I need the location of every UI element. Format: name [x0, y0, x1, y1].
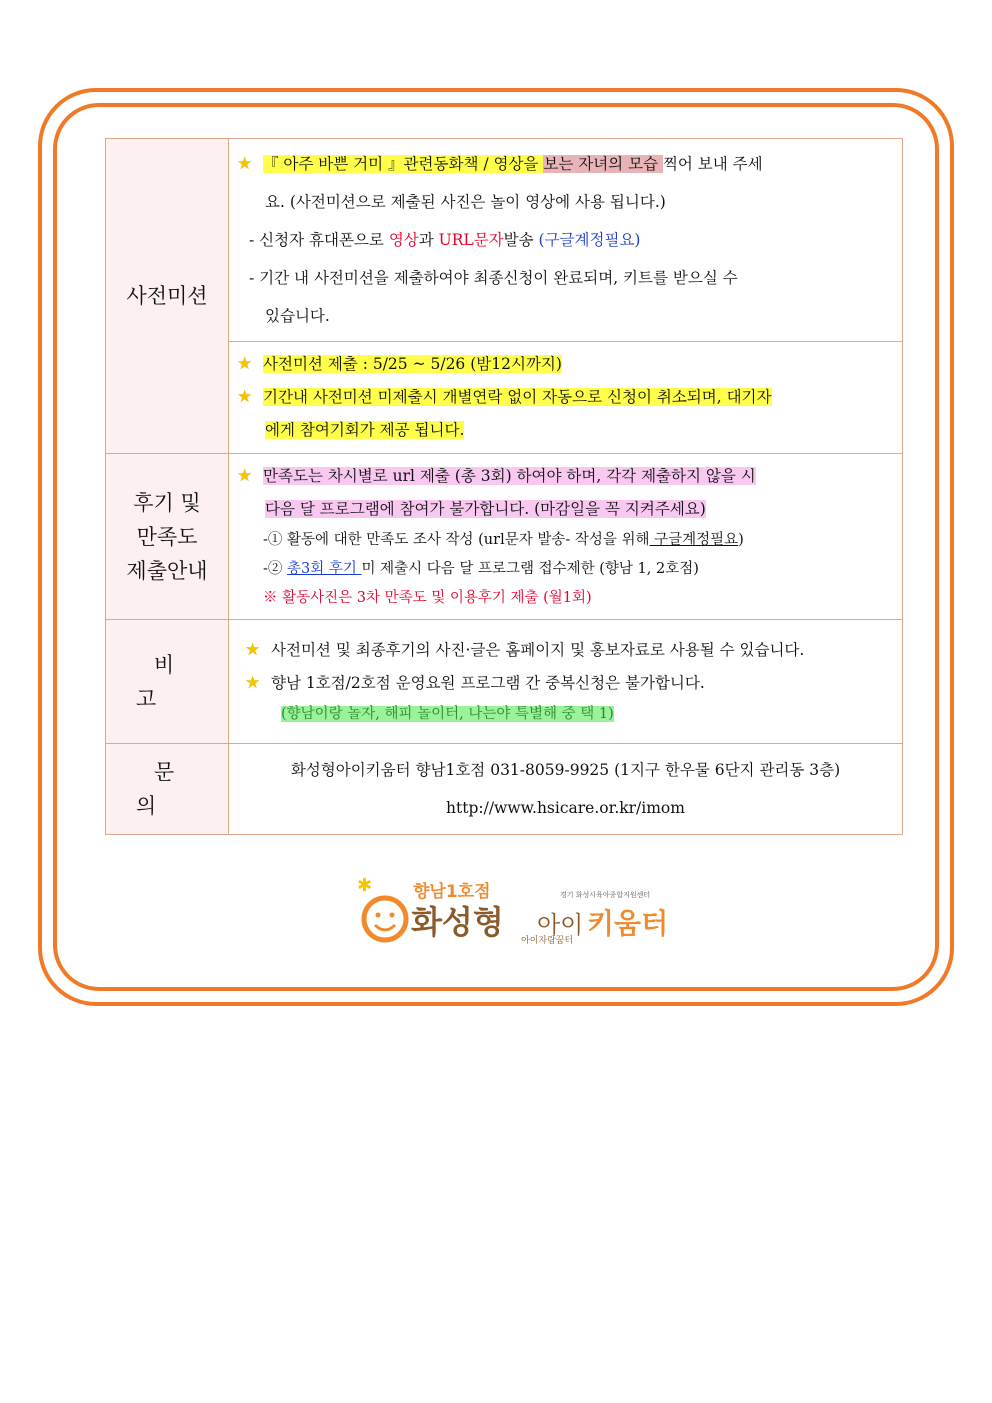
remarks-line2: 향남 1호점/2호점 운영요원 프로그램 간 중복신청은 불가합니다. [271, 674, 705, 692]
review-line3b: 구글계정필요 [649, 532, 739, 548]
inquiry-line1: 화성형아이키움터 향남1호점 031-8059-9925 (1지구 한우물 6단지 관리동 3층) [290, 761, 841, 779]
review-line4a: -② [263, 561, 288, 577]
remarks-row [106, 620, 903, 744]
review-line3c: ) [738, 532, 744, 548]
inquiry-label [106, 744, 229, 835]
remarks-label-text: 비고 [135, 652, 217, 711]
mission-line3f: (구글계정필요) [538, 231, 641, 249]
mission-line1a: 『 아주 바쁜 거미 』관련동화책 / 영상을 [263, 155, 544, 173]
logo-face-icon [364, 898, 406, 940]
inquiry-label-text: 문의 [135, 760, 217, 818]
mission-line3c: 과 [418, 231, 439, 249]
mission-line2: 요. (사전미션으로 제출된 사진은 놀이 영상에 사용 됩니다.) [265, 193, 666, 211]
logo-branch: 향남1호점 [413, 882, 491, 902]
review-row [106, 454, 903, 620]
logo-sub: 아이자람꿈터 [521, 936, 574, 945]
review-label [106, 454, 229, 620]
logo-name-a: 화성형 [411, 903, 504, 941]
review-line4b: 총3회 후기 [287, 561, 362, 577]
mission-line3a: - 신청자 휴대폰으로 [249, 231, 389, 249]
review-content [229, 454, 903, 620]
remarks-label [106, 620, 229, 744]
star-icon: ★ [237, 154, 253, 174]
notice-line2: 에게 참여기회가 제공 됩니다. [265, 421, 465, 439]
mission-label: 사전미션 [106, 139, 229, 454]
logo-name-c: 키움터 [587, 907, 669, 940]
remarks-line3: (향남이랑 놀자, 해피 놀이터, 나는야 특별해 중 택 1) [281, 706, 614, 722]
mission-line1b: 보는 자녀의 모습 [543, 155, 663, 173]
review-line1: 만족도는 차시별로 url 제출 (총 3회) 하여야 하며, 각각 제출하지 않을 시 [263, 467, 756, 485]
mission-row [106, 139, 903, 342]
review-line3a: -① 활동에 대한 만족도 조사 작성 (url문자 발송- 작성을 위해 [263, 532, 650, 548]
mission-line1c: 찍어 보내 주세 [662, 155, 763, 173]
review-line5: ※ 활동사진은 3차 만족도 및 이용후기 제출 (월1회) [263, 590, 592, 606]
mission-line3d: URL문자 [438, 231, 504, 249]
info-table [105, 138, 903, 835]
logo-sparkle-icon: ✱ [357, 875, 373, 896]
inquiry-url[interactable]: http://www.hsicare.or.kr/imom [446, 799, 685, 817]
review-label-3: 제출안내 [126, 558, 208, 583]
review-line2: 다음 달 프로그램에 참여가 불가합니다. (마감일을 꼭 지켜주세요) [265, 500, 706, 518]
star-icon: ★ [245, 640, 261, 660]
star-icon: ★ [237, 354, 253, 374]
center-logo [355, 875, 675, 945]
mission-content [229, 139, 903, 342]
star-icon: ★ [245, 673, 261, 693]
inquiry-content [229, 744, 903, 835]
inquiry-row [106, 744, 903, 835]
review-label-1: 후기 및 [133, 490, 201, 515]
star-icon: ★ [237, 387, 253, 407]
remarks-line1: 사전미션 및 최종후기의 사진·글은 홈페이지 및 홍보자료로 사용될 수 있습니다. [271, 641, 805, 659]
star-icon: ★ [237, 466, 253, 486]
mission-line4: - 기간 내 사전미션을 제출하여야 최종신청이 완료되며, 키트를 받으실 수 [249, 269, 738, 287]
deadline-text: 사전미션 제출 : 5/25 ~ 5/26 (밤12시까지) [263, 355, 562, 373]
mission-line3b: 영상 [388, 231, 419, 249]
mission-line5: 있습니다. [265, 307, 330, 325]
mission-line3e: 발송 [503, 231, 539, 249]
remarks-content [229, 620, 903, 744]
review-line4c: 미 제출시 다음 달 프로그램 접수제한 (향남 1, 2호점) [361, 561, 699, 577]
deadline-content [229, 342, 903, 454]
notice-line1: 기간내 사전미션 미제출시 개별연락 없이 자동으로 신청이 취소되며, 대기자 [263, 388, 772, 406]
logo-name-b: 아이 [537, 911, 584, 939]
review-label-2: 만족도 [136, 524, 198, 549]
logo-support-center: 경기 화성시육아종합지원센터 [560, 891, 651, 899]
